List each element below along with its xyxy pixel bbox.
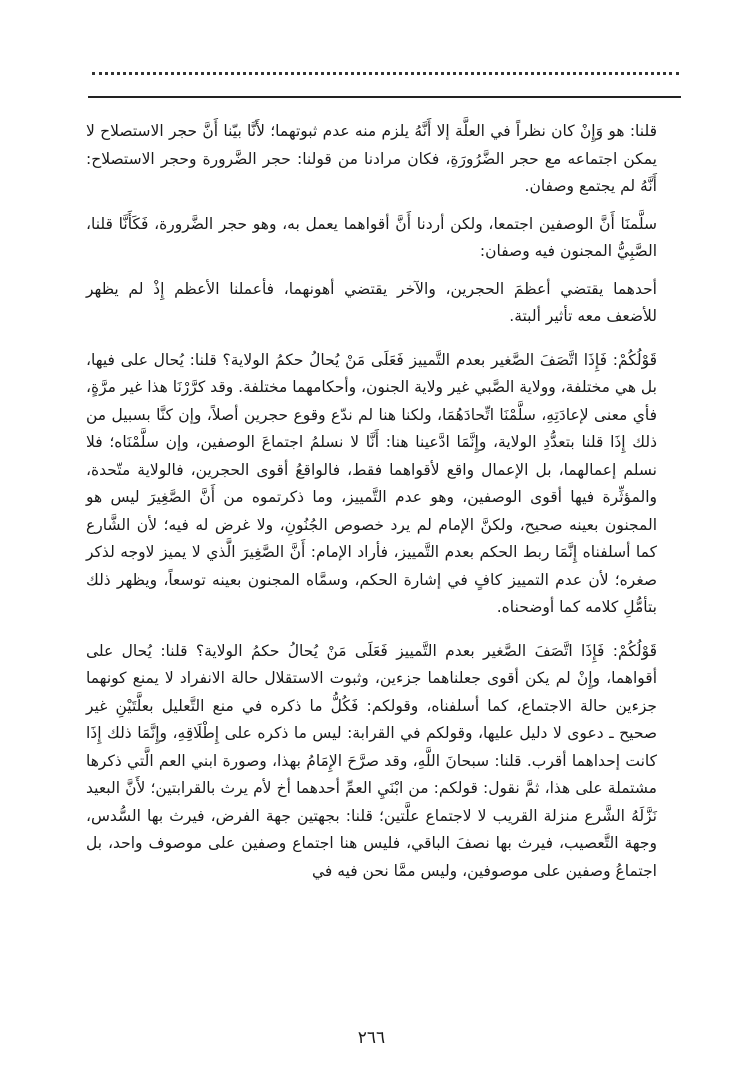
paragraph-2: سلَّمنَا أَنَّ الوصفين اجتمعا، ولكن أردنا أَنَّ أقواهما يعمل به، وهو حجر الضَّرورة، فَكَأَنَّا قلنا، الصَّبِيُّ المجنون فيه وصفان: [86, 214, 657, 260]
page-number: ٢٦٦ [357, 1028, 386, 1048]
footnote-dotted-separator [92, 72, 679, 75]
paragraph-1: قلنا: هو وَإِنْ كان نظراً في العلَّة إلا أَنَّهُ يلزم منه عدم ثبوتهما؛ لأَنَّا بيّنا أَنَّ حجر الاستصلاح لا يمكن اجتماعه مع حجر الضَّرُورَةِ، فكان مرادنا من قولنا: حجر الضَّرورة وحجر الاستصلاح: أَنَّهُ لم يجتمع وصفان. [86, 122, 657, 195]
paragraph-4: قَوْلُكُمْ: فَإِذَا اتَّصَفَ الصَّغير بعدم التَّمييز فَعَلَى مَنْ يُحالُ حكمُ الولاية؟ قلنا: يُحال على فيها، بل هي مختلفة، وولاية الصَّبي غير ولاية الجنون، وأحكامهما مختلفة. وقد كرَّرْنَا هذا غير مرَّةٍ، فأي معنى لإعادَتِهِ، سلَّمْنَا اتِّحادَهُمَا، ولكنا هنا لم ندّع وقوع حجرين أصلاً، وإن كنَّا بسبيل من ذلك إِذَا قلنا بتعدُّدِ الولاية، وإِنَّمَا ادَّعينا هنا: أَنَّا لا نسلمُ اجتماعَ الوصفين، وإن سلَّمْنَاه؛ فلا نسلم إعمالهما، بل الإعمال واقع لأقواهما فقط، فالواقعُ أقوى الحجرين، فالولاية متّحدة، والمؤثِّرة فيها أقوى الوصفين، وهو عدم التَّمييز، وما ذكرتموه من أَنَّ الصَّغِيرَ ليس هو المجنون بعينه صحيح، ولكنَّ الإمام لم يرد خصوص الجُنُونِ، ولا غرض له فيه؛ لأن الشَّارع كما أسلفناه إِنَّمَا ربط الحكم بعدم التَّمييز، فأراد الإمام: أَنَّ الصَّغِيرَ الَّذي لا يميز لاوجه لذكر صغره؛ لأن عدم التمييز كافٍ في إشارة الحكم، وسمَّاه المجنون بعينه توسعاً، ويظهر ذلك بتأمُّلِ كلامه كما أوضحناه. [86, 350, 657, 616]
horizontal-rule [88, 96, 681, 98]
paragraph-5: قَوْلُكُمْ: فَإِذَا اتَّصَفَ الصَّغير بعدم التَّمييز فَعَلَى مَنْ يُحالُ حكمُ الولاية؟ قلنا: يُحال على أقواهما، وإِنْ لم يكن أقوى جعلناهما جزءين، وثبوت الاستقلال حالة الانفراد لا يمنع كونهما جزءين حالة الاجتماع، كما أسلفناه، وقولكم: فَكُلُّ ما ذكره في منع التَّعليل بعلَّتَيْنِ غير صحيح ـ دعوى لا دليل عليها، وقولكم في القرابة: ليس ما ذكره على إِطْلَاقِهِ، وإِنَّمَا ذلك إِذَا كانت إحداهما أقرب. قلنا: سبحانَ اللَّهِ، وقد صرَّحَ الإِمَامُ بهذا، وصورة ابني العم الَّتي ذكرها مشتملة على هذا، ثمَّ نقول: قولكم: من ابْنَيِ العمِّ أحدهما أخ لأم يرث بالقرابتين؛ لأَنَّ البعيد نَزَّلَهُ الشَّرع منزلة القريب لا لاجتماع علَّتين؛ قلنا: بجهتين جهة الفرض، فيرث بها السُّدس، وجهة التَّعصيب، فيرث بها نصفَ الباقي، فليس هنا اجتماع وصفين على موصوف واحد، بل اجتماعُ وصفين على موصوفين، وليس ممَّا نحن فيه في [86, 641, 657, 880]
paragraph-3: أحدهما يقتضي أعظمَ الحجرين، والآخر يقتضي أهونهما، فأعملنا الأعظم إِذْ لم يظهر للأضعف معه تأثير ألبتة. [86, 279, 657, 325]
body-text [86, 118, 657, 895]
